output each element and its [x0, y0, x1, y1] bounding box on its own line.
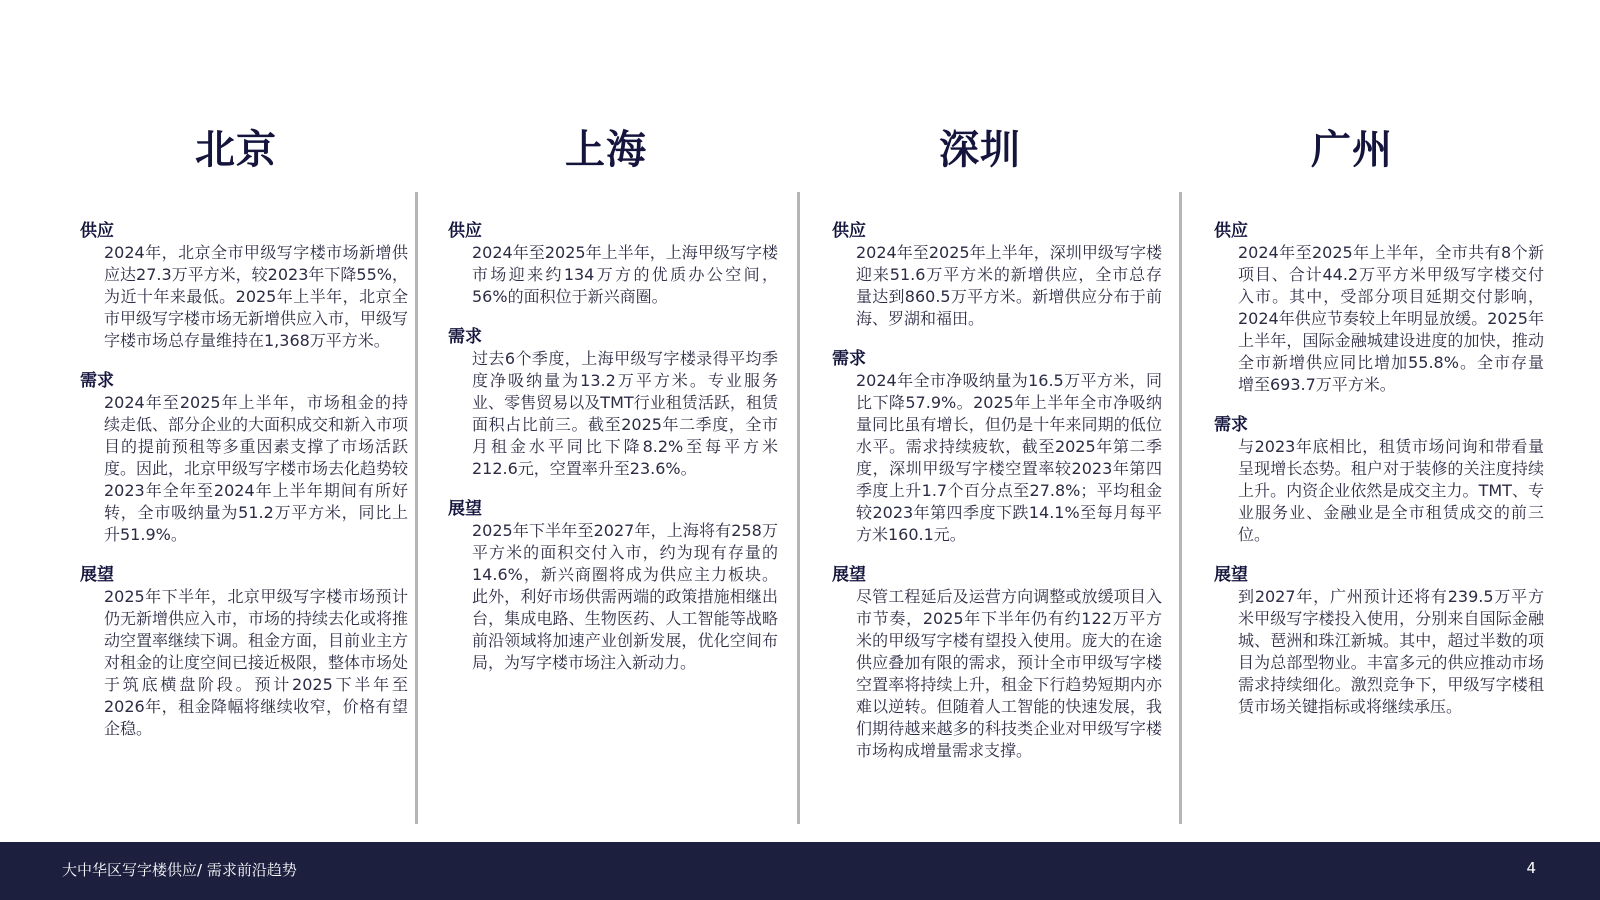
city-title-shanghai: 上海	[565, 127, 647, 173]
page-number: 4	[1526, 859, 1536, 877]
section-heading: 展望	[80, 565, 114, 585]
section-heading: 需求	[832, 349, 866, 369]
section-text: 2024年至2025年上半年，深圳甲级写字楼迎来51.6万平方米的新增供应，全市总存量达到860.5万平方米。新增供应分布于前海、罗湖和福田。	[856, 243, 1162, 328]
section-text: 与2023年底相比，租赁市场问询和带看量呈现增长态势。租户对于装修的关注度持续上升。内资企业依然是成交主力。TMT、专业服务业、金融业是全市租赁成交的前三位。	[1238, 437, 1544, 544]
section-text: 尽管工程延后及运营方向调整或放缓项目入市节奏，2025年下半年仍有约122万平方米的甲级写字楼有望投入使用。庞大的在途供应叠加有限的需求，预计全市甲级写字楼空置率将持续上升，租金下行趋势短期内亦难以逆转。但随着人工智能的快速发展，我们期待越来越多的科技类企业对甲级写字楼市场构成增量需求支撑。	[856, 587, 1162, 760]
city-title-guangzhou: 广州	[1311, 127, 1393, 173]
column-divider	[415, 192, 418, 824]
section-demand	[448, 326, 778, 480]
section-heading: 需求	[448, 327, 482, 347]
section-text: 到2027年，广州预计还将有239.5万平方米甲级写字楼投入使用，分别来自国际金融城、琶洲和珠江新城。其中，超过半数的项目为总部型物业。丰富多元的供应推动市场需求持续细化。激烈竞争下，甲级写字楼租赁市场关键指标或将继续承压。	[1238, 587, 1544, 716]
section-supply	[448, 220, 778, 308]
column-divider	[797, 192, 800, 824]
section-heading: 需求	[80, 371, 114, 391]
section-heading: 需求	[1214, 415, 1248, 435]
section-heading: 供应	[80, 221, 114, 241]
section-outlook	[80, 564, 408, 740]
section-text: 过去6个季度，上海甲级写字楼录得平均季度净吸纳量为13.2万平方米。专业服务业、零售贸易以及TMT行业租赁活跃，租赁面积占比前三。截至2025年二季度，全市月租金水平同比下降8.2%至每平方米212.6元，空置率升至23.6%。	[472, 349, 778, 478]
section-heading: 展望	[832, 565, 866, 585]
column-shanghai	[448, 220, 778, 692]
city-title-beijing: 北京	[195, 127, 277, 173]
section-demand	[80, 370, 408, 546]
footer-bar	[0, 842, 1600, 900]
section-text: 2025年下半年，北京甲级写字楼市场预计仍无新增供应入市，市场的持续去化或将推动空置率继续下调。租金方面，目前业主方对租金的让度空间已接近极限，整体市场处于筑底横盘阶段。预计2025下半年至2026年，租金降幅将继续收窄，价格有望企稳。	[104, 587, 409, 738]
footer-title: 大中华区写字楼供应/ 需求前沿趋势	[62, 861, 297, 879]
section-text: 2024年至2025年上半年，市场租金的持续走低、部分企业的大面积成交和新入市项目的提前预租等多重因素支撑了市场活跃度。因此，北京甲级写字楼市场去化趋势较2023年全年至2024年上半年期间有所好转，全市吸纳量为51.2万平方米，同比上升51.9%。	[104, 393, 409, 544]
section-text: 2024年全市净吸纳量为16.5万平方米，同比下降57.9%。2025年上半年全市净吸纳量同比虽有增长，但仍是十年来同期的低位水平。需求持续疲软，截至2025年第二季度，深圳甲级写字楼空置率较2023年第四季度上升1.7个百分点至27.8%；平均租金较2023年第四季度下跌14.1%至每月每平方米160.1元。	[856, 371, 1162, 544]
section-supply	[80, 220, 408, 352]
section-text: 2024年至2025年上半年，全市共有8个新项目、合计44.2万平方米甲级写字楼交付入市。其中，受部分项目延期交付影响，2024年供应节奏较上年明显放缓。2025年上半年，国际金融城建设进度的加快，推动全市新增供应同比增加55.8%。全市存量增至693.7万平方米。	[1238, 243, 1544, 394]
section-heading: 供应	[832, 221, 866, 241]
section-text: 2024年至2025年上半年，上海甲级写字楼市场迎来约134万方的优质办公空间，56%的面积位于新兴商圈。	[472, 243, 778, 306]
section-heading: 展望	[1214, 565, 1248, 585]
section-outlook	[448, 498, 778, 674]
section-supply	[832, 220, 1162, 330]
section-heading: 供应	[448, 221, 482, 241]
section-outlook	[832, 564, 1162, 762]
section-text: 2024年，北京全市甲级写字楼市场新增供应达27.3万平方米，较2023年下降55%，为近十年来最低。2025年上半年，北京全市甲级写字楼市场无新增供应入市，甲级写字楼市场总存量维持在1,368万平方米。	[104, 243, 409, 350]
column-divider	[1179, 192, 1182, 824]
section-supply	[1214, 220, 1544, 396]
section-outlook	[1214, 564, 1544, 718]
section-text: 2025年下半年至2027年，上海将有258万平方米的面积交付入市，约为现有存量的14.6%，新兴商圈将成为供应主力板块。此外，利好市场供需两端的政策措施相继出台，集成电路、生物医药、人工智能等战略前沿领域将加速产业创新发展，优化空间布局，为写字楼市场注入新动力。	[472, 521, 778, 672]
section-demand	[1214, 414, 1544, 546]
column-shenzhen	[832, 220, 1162, 780]
city-title-shenzhen: 深圳	[939, 127, 1021, 173]
section-heading: 供应	[1214, 221, 1248, 241]
section-heading: 展望	[448, 499, 482, 519]
column-beijing	[80, 220, 408, 758]
column-guangzhou	[1214, 220, 1544, 736]
section-demand	[832, 348, 1162, 546]
